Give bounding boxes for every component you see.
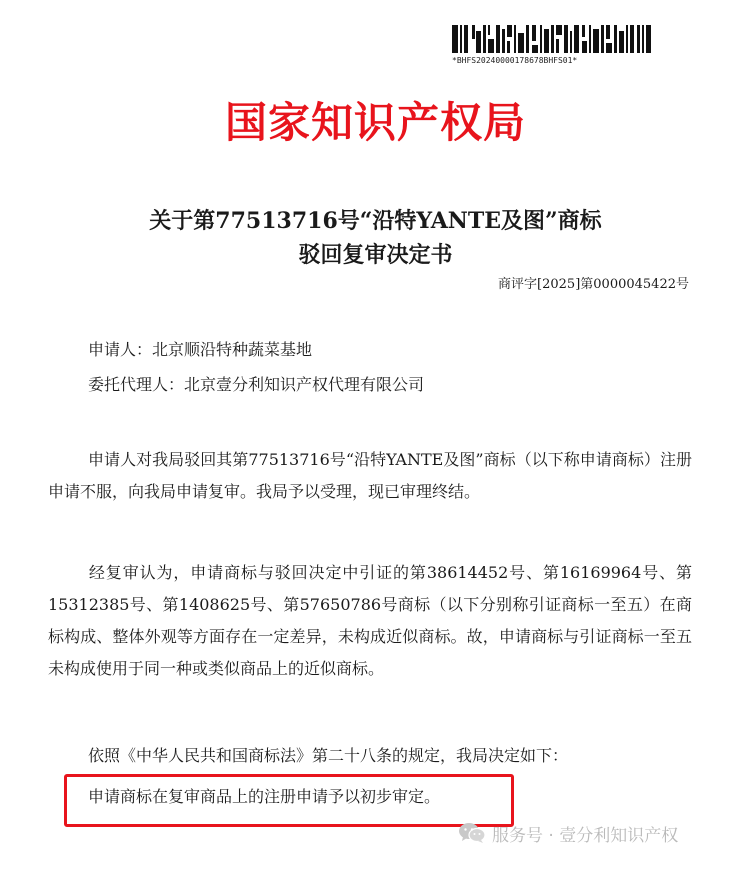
paragraph-reasoning-text: 经复审认为，申请商标与驳回决定中引证的第38614452号、第16169964号、第15312385号、第1408625号、第57650786号商标（以下分别称引证商标一至五）在商标构成、整体外观等方面存在一定差异，未构成近似商标。故，申请商标与引证商标一至五未构成使用于同一种或类似商品上的近似商标。 xyxy=(48,563,692,678)
paragraph-background xyxy=(48,444,692,508)
document-number: 商评字[2025]第0000045422号 xyxy=(498,277,689,292)
paragraph-background-text: 申请人对我局驳回其第77513716号“沿特YANTE及图”商标（以下称申请商标）注册申请不服，向我局申请复审。我局予以受理，现已审理终结。 xyxy=(48,450,692,501)
paragraph-legal-basis-text: 依照《中华人民共和国商标法》第二十八条的规定，我局决定如下： xyxy=(88,746,569,765)
document-title-line1: 关于第77513716号“沿特YANTE及图”商标 xyxy=(149,208,602,234)
watermark xyxy=(458,818,678,848)
watermark-text: 服务号 · 壹分利知识产权 xyxy=(492,825,679,846)
paragraph-reasoning xyxy=(48,557,692,685)
document-title-line2: 驳回复审决定书 xyxy=(298,242,453,268)
decision-text: 申请商标在复审商品上的注册申请予以初步审定。 xyxy=(88,787,441,806)
barcode xyxy=(452,25,654,53)
agent: 委托代理人：北京壹分利知识产权代理有限公司 xyxy=(88,375,425,394)
barcode-number: *BHFS20240000178678BHFS01* xyxy=(452,56,578,65)
agency-name: 国家知识产权局 xyxy=(224,98,526,147)
applicant: 申请人：北京顺沿特种蔬菜基地 xyxy=(88,340,313,359)
paragraph-legal-basis xyxy=(48,740,692,772)
wechat-icon xyxy=(458,822,486,844)
